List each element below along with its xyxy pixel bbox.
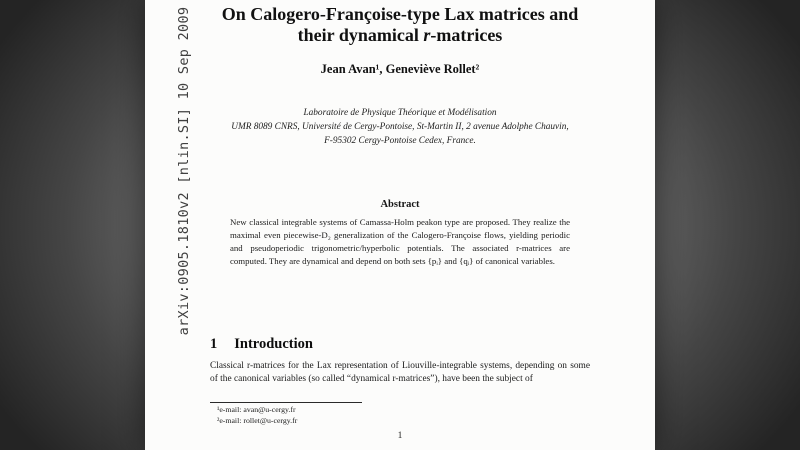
paper-title-line2 xyxy=(145,25,655,46)
arxiv-sidebar-stamp: arXiv:0905.1810v2 [nlin.SI] 10 Sep 2009 xyxy=(176,6,192,336)
footnote-block xyxy=(217,405,655,427)
affiliation-line1: Laboratoire de Physique Théorique et Modélisation xyxy=(303,108,497,118)
body-paragraph: Classical r-matrices for the Lax representation of Liouville-integrable systems, depending on some of the canonical variables (so called “dynamical r-matrices”), have been the subject of xyxy=(210,361,590,385)
footnote-1: ¹e-mail: avan@u-cergy.fr xyxy=(217,405,296,414)
affiliation-line3: F-95302 Cergy-Pontoise Cedex, France. xyxy=(324,135,476,146)
section-title: Introduction xyxy=(234,336,313,352)
section-heading xyxy=(210,336,655,353)
title-line2-pre: their dynamical xyxy=(297,24,424,45)
page-number: 1 xyxy=(397,431,403,441)
abstract-text: New classical integrable systems of Camassa-Holm peakon type are proposed. They realize the maximal even piecewise-D₂ generalization of the Calogero-Françoise flows, yielding periodic and pseudoperiodic trigonometric/hyperbolic potentials. The associated r-matrices are computed. They are dynamical and depend on both sets {pᵢ} and {qᵢ} of canonical variables. xyxy=(230,217,570,266)
paper-title-line1: On Calogero-Françoise-type Lax matrices and xyxy=(221,4,579,24)
footnote-2: ²e-mail: rollet@u-cergy.fr xyxy=(217,415,298,425)
affiliation-block xyxy=(145,107,655,149)
title-line2-italic-r: r xyxy=(423,24,431,45)
affiliation-line2: UMR 8089 CNRS, Université de Cergy-Pontoise, St-Martin II, 2 avenue Adolphe Chauvin, xyxy=(231,121,569,132)
paper-title xyxy=(145,4,655,46)
pdf-page xyxy=(145,0,655,450)
title-line2-post: -matrices xyxy=(430,24,503,45)
author-line: Jean Avan¹, Geneviève Rollet² xyxy=(320,62,480,76)
section-number: 1 xyxy=(210,336,218,352)
abstract-heading: Abstract xyxy=(380,199,420,210)
footnote-rule xyxy=(210,402,362,403)
